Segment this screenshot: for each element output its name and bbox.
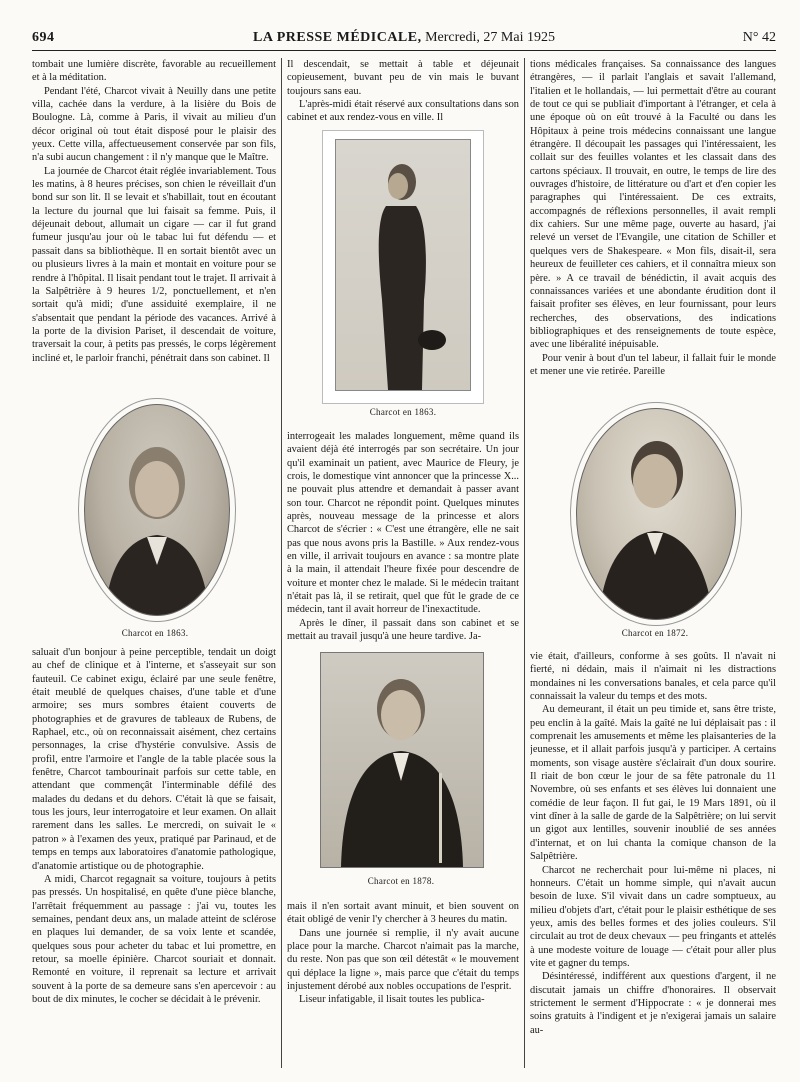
column-2-bottom: [287, 900, 519, 1060]
journal-title: [32, 30, 776, 46]
caption: Charcot en 1872.: [621, 628, 689, 638]
column-1-bottom: [32, 646, 276, 1058]
paragraph: Au demeurant, il était un peu timide et, sans être triste, peu enclin à la gaîté. Mais la gaîté ne lui déplaisait pas : il comprenait les amusements et même les plaisanteries de la jeunesse, et il allait parfois jusqu'à y participer. A certains moments, son visage austère s'éclairait d'un doux sourire. Il riait de bon cœur le jour de sa fête patronale du 11 Novembre, où ses enfants et ses élèves lui donnaient une comédie de leur façon. Il fut gai, le 19 Mars 1891, où il vint dîner à la salle de garde de la Salpêtrière; on lui servit un gigot aux lentilles, souvenir inoublié de ses années d'internat, et on lui chanta la comique chanson de la Salpêtrière.: [530, 704, 776, 863]
portrait-figure: [336, 140, 470, 390]
paragraph: saluait d'un bonjour à peine perceptible, tendait un doigt au chef de clinique et à l'interne, et s'asseyait sur son fauteuil. Ce cabinet exigu, éclairé par une seule fenêtre, était meublé de quelques chaises, d'une table et d'une armoire; ses murs sombres étaient couverts de photographies et de gravures de tableaux de Rubens, de Raphael, etc., où on reconnaissait aisément, chez certains personnages, la crise d'hystérie convulsive. Assis de profil, entre l'armoire et l'angle de la table placée sous la fenêtre, Charcot tambourinait parfois sur cette table, en attendant que commençât l'interminable défilé des malades du dedans et du dehors. C'était là que se faisait, tous les jours, leur interrogatoire et leur examen. On allait rarement dans les salles. Le mercredi, on suivait le « patron » à l'examen des yeux, pratiqué par Parinaud, et de temps en temps aux laboratoires d'anatomie pathologique, d'anatomie artistique ou de photographie.: [32, 647, 276, 872]
column-divider: [281, 58, 282, 1068]
column-2-middle: [287, 430, 519, 646]
paragraph: Désintéressé, indifférent aux questions d'argent, il ne discutait jamais un chiffre d'honoraires. Il observait strictement le serment d'Hippocrate : « je donnerai mes soins gratuits à l'indigent et je n'exigerai jamais un salaire au-: [530, 971, 776, 1036]
caption: Charcot en 1863.: [121, 628, 189, 638]
paragraph: Après le dîner, il passait dans son cabinet et se mettait au travail jusqu'à une heure tardive. Ja-: [287, 617, 519, 643]
paragraph: tombait une lumière discrète, favorable au recueillement et à la méditation.: [32, 59, 276, 84]
paragraph: Pour venir à bout d'un tel labeur, il fallait fuir le monde et mener une vie retirée. Pareille: [530, 352, 776, 377]
paragraph: mais il n'en sortait avant minuit, et bien souvent on était obligé de venir l'y chercher à 3 heures du matin.: [287, 901, 519, 926]
issue-number: N° 42: [742, 30, 776, 45]
column-2-top: [287, 58, 519, 124]
paragraph: Charcot ne recherchait pour lui-même ni places, ni honneurs. C'était un homme simple, qui n'avait aucun besoin de luxe. S'il vivait dans un cadre somptueux, au milieu d'objets d'art, c'était pour le plaisir esthétique de ses yeux, amis des belles formes et des jolies couleurs. S'il circulait au trot de deux chevaux — peu fringants et attelés à une modeste voiture de louage — c'était pour aller plus vite et gagner du temps.: [530, 864, 776, 969]
page-number: 694: [32, 30, 55, 45]
paragraph: tions médicales françaises. Sa connaissance des langues étrangères, — il parlait l'anglais et savait l'allemand, l'italien et le hollandais, — lui permettait d'être au courant de tout ce qui se publiait d'important à l'étranger, et cela à une époque où on eût trouvé à la Faculté ou dans les Hôpitaux à peine trois médecins connaissant une langue étrangère. Il découpait les passages qui l'intéressaient, les collait sur des feuilles volantes et les classait dans des cartons spéciaux. Il trouvait, en outre, le temps de lire des ouvrages d'histoire, de littérature ou d'art et d'en copier les paragraphes qui l'intéressaient. De ces extraits, accompagnés de réflexions personnelles, il avait rempli dix cahiers. Sur une même page, ouverte au hasard, j'ai relevé un verset de l'Evangile, une citation de Schiller et quelques vers de Shakespeare. « Mon fils, disait-il, sera heureux de feuilleter ces cahiers, et il connaîtra mieux son père. » A ce travail de bénédictin, il avait acquis des connaissances variées et une abondante érudition dont il faisait profiter ses élèves, en leur fournissant, pour leurs recherches, des observations, des indications bibliographiques et des renseignements de toute espèce, avec une libéralité inépuisable.: [530, 59, 776, 351]
page-header: [32, 30, 776, 50]
paragraph: Pendant l'été, Charcot vivait à Neuilly dans une petite villa, cachée dans la verdure, à la lisière du Bois de Boulogne. Là, comme à Paris, il vivait au milieu d'un décor original où tout était disposé pour le plaisir des yeux. Cette villa, affectueusement conservée par son fils, n'a subi aucun changement : il n'y manque que le Maître.: [32, 85, 276, 164]
paragraph: L'après-midi était réservé aux consultations dans son cabinet et aux rendez-vous en ville. Il: [287, 99, 519, 124]
paragraph: vie était, d'ailleurs, conforme à ses goûts. Il n'avait ni fierté, ni dédain, mais il n'aimait ni les distractions mondaines ni les conversations banales, et cela parce qu'il connaissait la valeur du temps et des mots.: [530, 651, 776, 703]
paragraph: Il descendait, se mettait à table et déjeunait copieusement, buvant peu de vin mais le buvant toujours sans eau.: [287, 59, 519, 97]
portrait-figure: [321, 653, 483, 867]
column-divider: [524, 58, 525, 1068]
portrait-image: [84, 404, 230, 616]
paragraph: interrogeait les malades longuement, même quand ils avaient déjà été interrogés par son secrétaire. Un jour qu'il examinait un patient, avec Maurice de Fleury, je crois, le domestique vint annoncer que la princesse X... ne pouvait plus attendre et demandait à passer avant son tour. Charcot ne répondit point. Quelques minutes après, nouveau message de la princesse et alors Charcot de s'écrier : « C'est une étrangère, elle ne sait pas que nous avons pris la Bastille. » Aux rendez-vous en ville, il arrivait toujours en avance : sa montre plate à la main, il attendait l'heure fixée pour descendre de voiture et monter chez le malade. Si le médecin traitant n'était pas là, il se retirait, quel que fût le grade de ce médecin, tant il avait horreur de l'inexactitude.: [287, 431, 519, 616]
portrait-standing: [322, 130, 484, 417]
portrait-figure: [85, 405, 229, 615]
portrait-seated: [316, 650, 486, 894]
issue-date: Mercredi, 27 Mai 1925: [421, 30, 555, 45]
column-3-bottom: [530, 650, 776, 1062]
paragraph: Dans une journée si remplie, il n'y avait aucune place pour la marche. Charcot n'aimait pas la marche, du reste. Non pas que son œil détestât « le mouvement qui déplace la ligne », mais parce que c'était du temps injustement dérobé aux nobles occupations de l'esprit.: [287, 927, 519, 993]
caption: Charcot en 1878.: [367, 876, 435, 886]
column-1-top: [32, 58, 276, 394]
paragraph: Liseur infatigable, il lisait toutes les publica-: [299, 994, 485, 1006]
portrait-image: [320, 652, 484, 868]
portrait-image: [335, 139, 471, 391]
portrait-figure: [577, 409, 735, 619]
column-3-top: [530, 58, 776, 394]
portrait-right: [562, 398, 748, 642]
header-rule: [32, 50, 776, 51]
portrait-image: [576, 408, 736, 620]
paragraph: La journée de Charcot était réglée invariablement. Tous les matins, à 8 heures précises, son chien le réveillait d'un bond sur son lit. Il se levait et s'habillait, tout en écoutant la lecture du journal que lui faisait sa femme. Puis, il déjeunait debout, allumait un cigare — car il fut grand fumeur jusqu'au jour où le tabac lui fut défendu — et passait dans sa bibliothèque. Il en sortait bientôt avec un ou plusieurs livres à la main et montait en voiture pour se rendre à l'hôpital. Il lisait pendant tout le trajet. Il arrivait à la Salpêtrière à 9 heures 1/2, ponctuellement, et n'en sortait qu'à midi; d'une assiduité exemplaire, il ne s'absentait que pendant la période des vacances. Arrivé à la porte de la division Pariset, il descendait de voiture, traversait la cour, à petits pas pressés, le corps légèrement incliné et, le parloir franchi, pénétrait dans son cabinet. Il: [32, 165, 276, 364]
journal-name: LA PRESSE MÉDICALE,: [253, 30, 422, 45]
caption: Charcot en 1863.: [369, 407, 437, 417]
paragraph: A midi, Charcot regagnait sa voiture, toujours à petits pas pressés. Un hospitalisé, en quête d'une pièce blanche, l'arrêtait fréquemment au passage : j'ai vu, toutes les semaines, pendant deux ans, un malade atteint de sclérose en plaques lui demander, de sa voix lente et scandée, quelques sous pour acheter du tabac et lui promettre, en retour, sa moelle épinière. Charcot souriait et donnait. Remonté en voiture, il reprenait sa lecture et arrivait souvent à la porte de sa demeure sans s'en apercevoir : au bout de dix minutes, le cocher se décidait à le prévenir.: [32, 873, 276, 1005]
portrait-left: [62, 398, 248, 642]
